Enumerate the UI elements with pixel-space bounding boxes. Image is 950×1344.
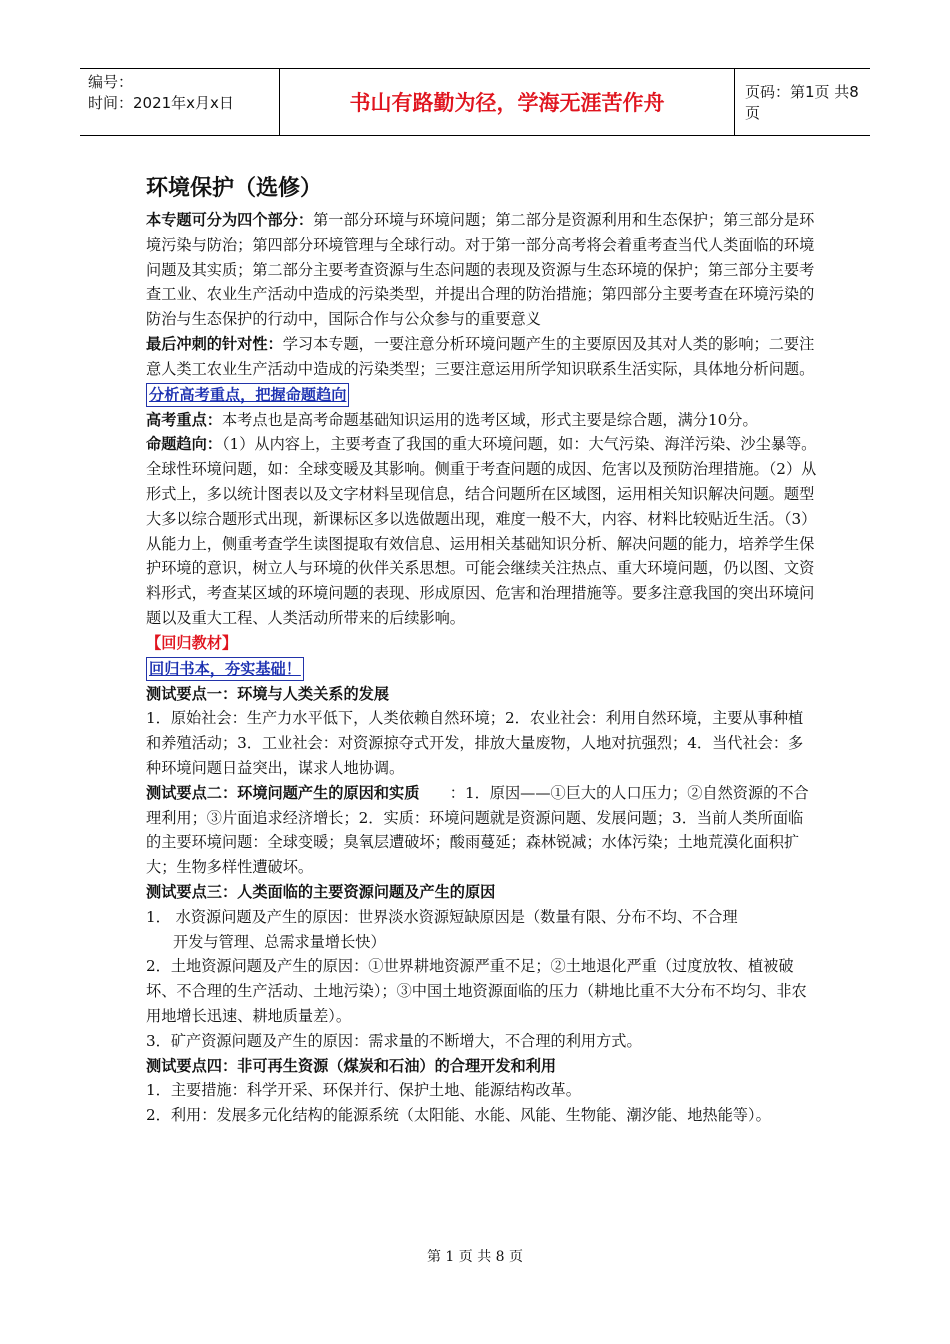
header-motto: 书山有路勤为径，学海无涯苦作舟 <box>280 69 735 135</box>
page-footer: 第 1 页 共 8 页 <box>426 1249 524 1265</box>
sprint-paragraph <box>146 332 818 382</box>
point3-item1: 1． 水资源问题及产生的原因：世界淡水资源短缺原因是（数量有限、分布不均、不合理 <box>146 907 738 926</box>
point1-text: 1．原始社会：生产力水平低下，人类依赖自然环境；2．农业社会：利用自然环境，主要从事种植和养殖活动；3．工业社会：对资源掠夺式开发，排放大量废物，人地对抗强烈；4．当代社会：多种环境问题日益突出，谋求人地协调。 <box>146 709 804 777</box>
trend-paragraph <box>146 432 818 630</box>
point4-heading: 测试要点四：非可再生资源（煤炭和石油）的合理开发和利用 <box>146 1056 557 1075</box>
point3-item2: 2．土地资源问题及产生的原因：①世界耕地资源严重不足；②土地退化严重（过度放牧、植被破坏、不合理的生产活动、土地污染）；③中国土地资源面临的压力（耕地比重不大分布不均匀、非农用地增长迅速、耕地质量差）。 <box>146 957 807 1025</box>
page-title: 环境保护（选修） <box>146 176 323 201</box>
point3-item3: 3．矿产资源问题及产生的原因：需求量的不断增大，不合理的利用方式。 <box>146 1031 642 1050</box>
intro-paragraph <box>146 208 818 332</box>
point1-heading: 测试要点一：环境与人类关系的发展 <box>146 684 389 703</box>
section-heading-basics: 回归书本，夯实基础！ <box>146 657 304 681</box>
number-label: 编号： <box>88 73 134 91</box>
trend-lead: 命题趋向： <box>146 435 222 454</box>
return-label: 【回归教材】 <box>146 633 238 652</box>
header-page-label: 页码：第1页 共8页 <box>745 83 859 122</box>
sprint-lead: 最后冲刺的针对性： <box>146 334 283 353</box>
point3-heading: 测试要点三：人类面临的主要资源问题及产生的原因 <box>146 882 496 901</box>
trend-text: （1）从内容上，主要考查了我国的重大环境问题，如：大气污染、海洋污染、沙尘暴等。全球性环境问题，如：全球变暖及其影响。侧重于考查问题的成因、危害以及预防治理措施。（2）从形式上，多以统计图表以及文字材料呈现信息，结合问题所在区域图，运用相关知识解决问题。题型大多以综合题形式出现，新课标区多以选做题出现，难度一般不大，内容、材料比较贴近生活。（3）从能力上，侧重考查学生读图提取有效信息、运用相关基础知识分析、解决问题的能力，培养学生保护环境的意识，树立人与环境的伙伴关系思想。可能会继续关注热点、重大环境问题，仍以图、文资料形式，考查某区域的环境问题的表现、形成原因、危害和治理措施等。要多注意我国的突出环境问题以及重大工程、人类活动所带来的后续影响。 <box>146 435 817 627</box>
point3-item1-cont: 开发与管理、总需求量增长快） <box>173 932 386 951</box>
key-lead: 高考重点： <box>146 410 222 429</box>
point2-heading: 测试要点二：环境问题产生的原因和实质 <box>146 783 420 802</box>
point4-item2: 2．利用：发展多元化结构的能源系统（太阳能、水能、风能、生物能、潮汐能、地热能等）。 <box>146 1106 771 1125</box>
point2-paragraph <box>146 781 818 880</box>
key-text: 本考点也是高考命题基础知识运用的选考区域，形式主要是综合题，满分10分。 <box>221 410 758 429</box>
header-table <box>80 68 870 136</box>
sprint-text: 学习本专题，一要注意分析环境问题产生的主要原因及其对人类的影响；二要注意人类工农业生产活动中造成的污染类型；三要注意运用所学知识联系生活实际，具体地分析问题。 <box>146 334 815 378</box>
date-label: 时间：2021年x月x日 <box>88 94 234 112</box>
section-heading-analysis: 分析高考重点，把握命题趋向 <box>146 383 349 407</box>
intro-text: 第一部分环境与环境问题；第二部分是资源利用和生态保护；第三部分是环境污染与防治；第四部分环境管理与全球行动。对于第一部分高考将会着重考查当代人类面临的环境问题及其实质；第二部分主要考查资源与生态问题的表现及资源与生态环境的保护；第三部分主要考查工业、农业生产活动中造成的污染类型，并提出合理的防治措施；第四部分主要考查在环境污染的防治与生态保护的行动中，国际合作与公众参与的重要意义 <box>146 211 815 329</box>
key-paragraph <box>146 408 818 433</box>
point2-text: ：1．原因——①巨大的人口压力；②自然资源的不合理利用；③片面追求经济增长；2．实质：环境问题就是资源问题、发展问题；3．当前人类所面临的主要环境问题：全球变暖；臭氧层遭破坏；酸雨蔓延；森林锐减；水体污染；土地荒漠化面积扩大；生物多样性遭破坏。 <box>146 783 809 877</box>
header-meta <box>80 69 280 135</box>
point4-item1: 1．主要措施：科学开采、环保并行、保护土地、能源结构改革。 <box>146 1081 581 1100</box>
intro-lead: 本专题可分为四个部分： <box>146 211 314 229</box>
document-body <box>146 208 818 1128</box>
